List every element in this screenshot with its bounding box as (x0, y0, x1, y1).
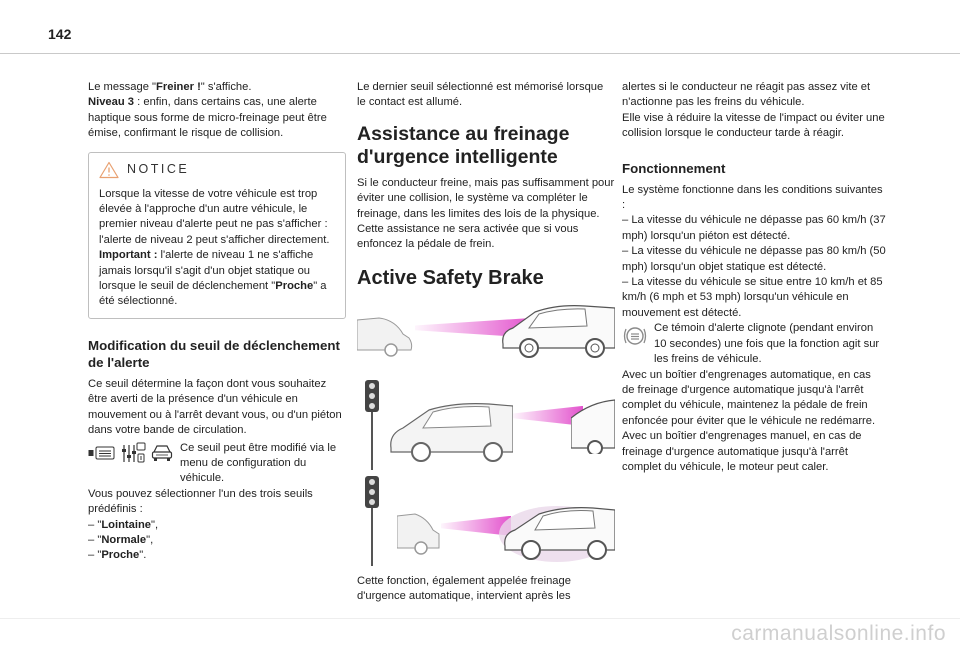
paragraph: Niveau 3 : enfin, dans certains cas, une alerte haptique sous forme de micro-freinage peut être émise, confirmant le risque de collision. (88, 96, 327, 140)
notice-text: Lorsque la vitesse de votre véhicule est trop élevée à l'approche d'un autre véhicule, le premier niveau d'alerte peut ne pas s'afficher : l'alerte de niveau 2 peut s'afficher directement. (99, 187, 330, 246)
page-number: 142 (48, 26, 72, 42)
touchscreen-menu-icon (88, 445, 116, 461)
traffic-light-icon (361, 380, 383, 470)
section-heading: Active Safety Brake (357, 266, 544, 289)
illustration-moving-vehicle (357, 300, 615, 374)
illustration-emergency-brake (357, 476, 615, 568)
front-car-illustration (499, 300, 615, 362)
header-rule (0, 53, 960, 54)
list-item: – La vitesse du véhicule ne dépasse pas 60 km/h (37 mph) lorsqu'un piéton est détecté. (622, 214, 886, 242)
illustration-static-object (357, 380, 615, 470)
column-middle (357, 80, 615, 605)
paragraph: Cette fonction, également appelée freinage d'urgence automatique, intervient après les (357, 574, 571, 603)
paragraph: Avec un boîtier d'engrenages automatique, en cas de freinage d'urgence automatique jusqu'à l'arrêt complet du véhicule, maintenez la pédale de frein enfoncée pour éviter que le véhicule ne redémarre. (622, 368, 876, 427)
section-heading: Fonctionnement (622, 160, 726, 176)
notice-important: Important : l'alerte de niveau 1 ne s'affiche jamais lorsqu'il s'agit d'un objet statique ou lorsque le seuil de déclenchement "Proche" a été sélectionné. (99, 249, 327, 308)
rear-car-illustration (357, 306, 417, 358)
list-item: – "Normale", (88, 533, 154, 546)
paragraph: Cette assistance ne sera activée que si vous enfoncez la pédale de frein. (357, 223, 579, 251)
section-heading: Assistance au freinage d'urgence intelligente (357, 122, 570, 168)
rear-car-illustration (385, 394, 513, 462)
notice-box (88, 152, 346, 319)
settings-sliders-icon (120, 441, 146, 465)
warning-triangle-icon (99, 161, 119, 179)
column-left (88, 80, 346, 564)
rear-car-illustration (397, 506, 441, 558)
paragraph: Le message "Freiner !" s'affiche. (88, 81, 252, 93)
vehicle-front-icon (150, 443, 174, 463)
notice-title: NOTICE (127, 161, 190, 176)
paragraph: Avec un boîtier d'engrenages manuel, en cas de freinage d'urgence automatique jusqu'à l'arrêt complet du véhicule, le moteur peut caler. (622, 430, 862, 473)
paragraph: Ce seuil détermine la façon dont vous souhaitez être averti de la présence d'un véhicule en mouvement ou à l'arrêt devant vous, ou d'un piéton dans votre bande de circulation. (88, 377, 342, 437)
paragraph: Vous pouvez sélectionner l'un des trois seuils prédéfinis : (88, 487, 313, 516)
list-item: – "Proche". (88, 549, 147, 562)
paragraph: alertes si le conducteur ne réagit pas assez vite et n'actionne pas les freins du véhicule. (622, 81, 871, 109)
section-heading: Modification du seuil de déclenchement de l'alerte (88, 337, 340, 370)
paragraph: Ce seuil peut être modifié via le menu de configuration du véhicule. (180, 441, 337, 485)
column-right (622, 80, 886, 475)
brake-warning-light-icon (622, 323, 648, 349)
paragraph: Si le conducteur freine, mais pas suffisamment pour éviter une collision, le système va compléter le freinage, dans les limites des lois de la physique. (357, 176, 615, 220)
list-item: – La vitesse du véhicule se situe entre 10 km/h et 85 km/h (6 mph et 53 mph) lorsqu'un véhicule en mouvement est détecté. (622, 276, 883, 319)
footer-rule (0, 618, 960, 619)
list-item: – La vitesse du véhicule ne dépasse pas 80 km/h (50 mph) lorsqu'un objet statique est détecté. (622, 245, 886, 273)
list-item: – "Lointaine", (88, 518, 159, 531)
paragraph: Ce témoin d'alerte clignote (pendant environ 10 secondes) une fois que la fonction agit sur les freins de véhicule. (654, 322, 880, 366)
paragraph: Elle vise à réduire la vitesse de l'impact ou éviter une collision lorsque le conducteur tarde à réagir. (622, 111, 885, 140)
paragraph: Le dernier seuil sélectionné est mémorisé lorsque le contact est allumé. (357, 81, 604, 109)
traffic-light-icon (361, 476, 383, 566)
paragraph: Le système fonctionne dans les conditions suivantes : (622, 183, 883, 212)
front-car-illustration (571, 394, 615, 454)
watermark: carmanualsonline.info (731, 622, 946, 645)
braking-car-illustration (497, 494, 615, 564)
